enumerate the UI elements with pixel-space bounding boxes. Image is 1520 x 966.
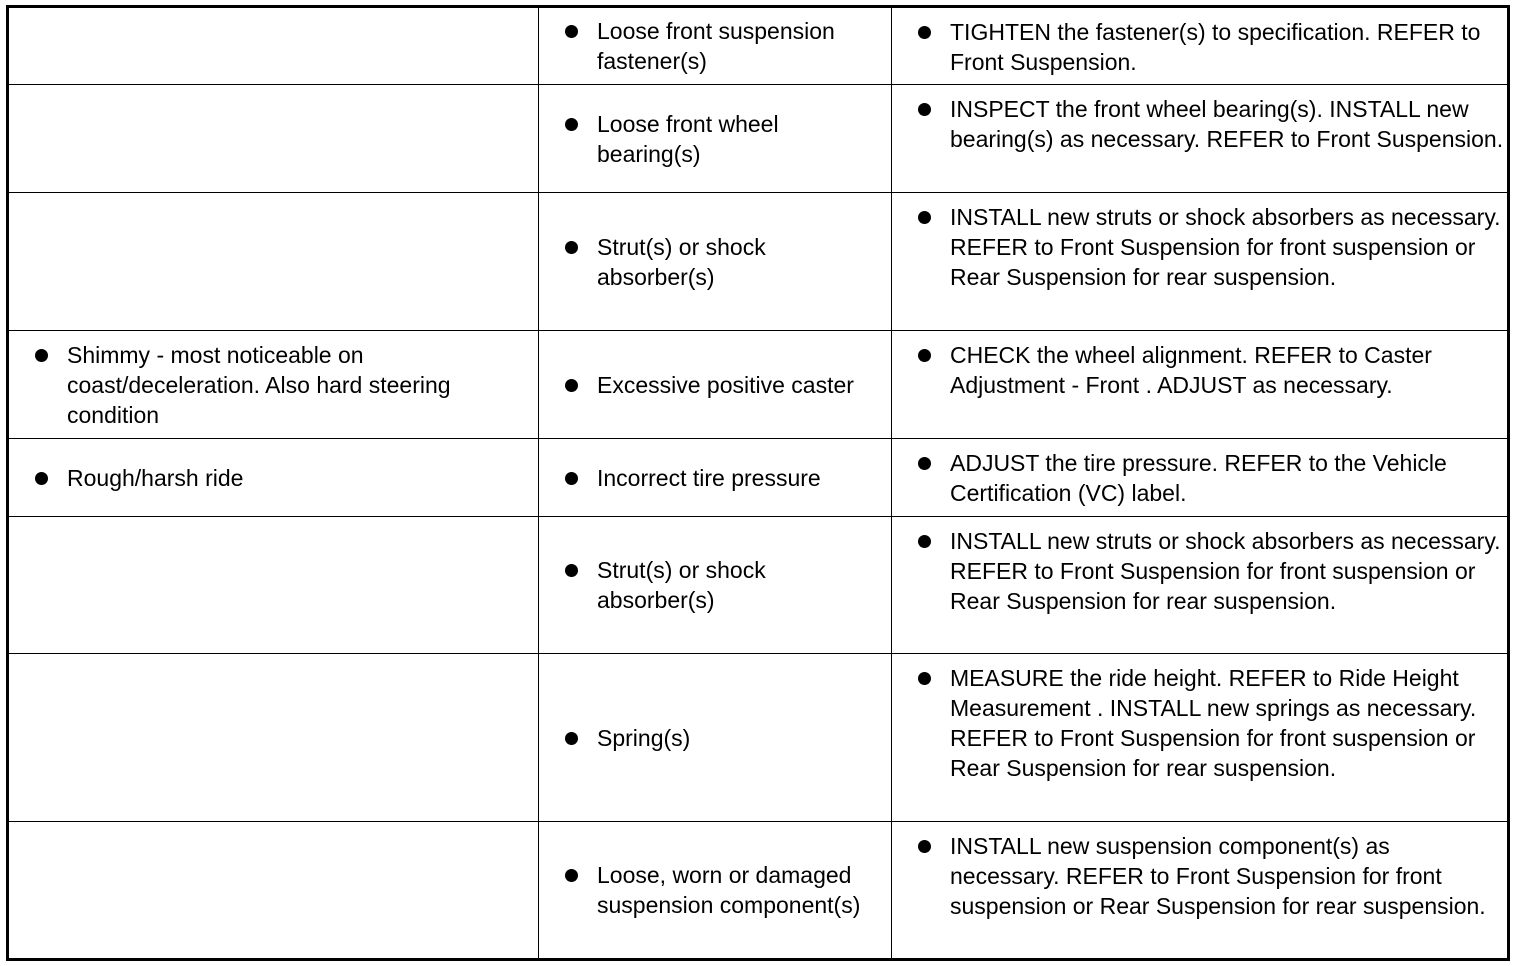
condition-cell (8, 193, 539, 331)
cause-text: Excessive positive caster (539, 370, 891, 400)
action-cell (892, 193, 1509, 331)
cause-cell (539, 331, 892, 439)
condition-cell (8, 517, 539, 654)
condition-cell (8, 85, 539, 193)
condition-cell (8, 439, 539, 517)
action-text: TIGHTEN the fastener(s) to specification. REFER to Front Suspension. (892, 17, 1507, 77)
cause-cell (539, 517, 892, 654)
table-row (8, 654, 1509, 822)
table-row (8, 822, 1509, 960)
action-text: INSTALL new struts or shock absorbers as necessary. REFER to Front Suspension for front suspension or Rear Suspension for rear suspension. (892, 202, 1507, 292)
cause-cell (539, 654, 892, 822)
action-text: INSTALL new struts or shock absorbers as necessary. REFER to Front Suspension for front suspension or Rear Suspension for rear suspension. (892, 526, 1507, 616)
cause-text: Incorrect tire pressure (539, 463, 891, 493)
table-row (8, 85, 1509, 193)
cause-text: Spring(s) (539, 723, 891, 753)
table-row (8, 193, 1509, 331)
condition-cell (8, 822, 539, 960)
condition-cell (8, 331, 539, 439)
condition-text: Shimmy - most noticeable on coast/deceleration. Also hard steering condition (9, 340, 538, 430)
action-cell (892, 517, 1509, 654)
action-text: CHECK the wheel alignment. REFER to Caster Adjustment - Front . ADJUST as necessary. (892, 340, 1507, 400)
action-cell (892, 7, 1509, 85)
cause-text: Strut(s) or shock absorber(s) (539, 555, 891, 615)
cause-text: Loose, worn or damaged suspension component(s) (539, 860, 891, 920)
cause-cell (539, 193, 892, 331)
cause-text: Loose front suspension fastener(s) (539, 16, 891, 76)
action-text: INSTALL new suspension component(s) as necessary. REFER to Front Suspension for front suspension or Rear Suspension for rear suspension. (892, 831, 1507, 921)
action-text: MEASURE the ride height. REFER to Ride Height Measurement . INSTALL new springs as necessary. REFER to Front Suspension for front suspension or Rear Suspension for rear suspension. (892, 663, 1507, 783)
table-row (8, 331, 1509, 439)
action-text: ADJUST the tire pressure. REFER to the Vehicle Certification (VC) label. (892, 448, 1507, 508)
action-cell (892, 439, 1509, 517)
action-cell (892, 822, 1509, 960)
action-text: INSPECT the front wheel bearing(s). INSTALL new bearing(s) as necessary. REFER to Front Suspension. (892, 94, 1507, 154)
cause-cell (539, 7, 892, 85)
condition-cell (8, 7, 539, 85)
table-row (8, 439, 1509, 517)
action-cell (892, 654, 1509, 822)
condition-text: Rough/harsh ride (9, 463, 538, 493)
cause-text: Loose front wheel bearing(s) (539, 109, 891, 169)
cause-cell (539, 439, 892, 517)
cause-cell (539, 822, 892, 960)
table-row (8, 517, 1509, 654)
condition-cell (8, 654, 539, 822)
cause-cell (539, 85, 892, 193)
action-cell (892, 85, 1509, 193)
table-row (8, 7, 1509, 85)
diagnosis-table (6, 5, 1510, 961)
action-cell (892, 331, 1509, 439)
cause-text: Strut(s) or shock absorber(s) (539, 232, 891, 292)
